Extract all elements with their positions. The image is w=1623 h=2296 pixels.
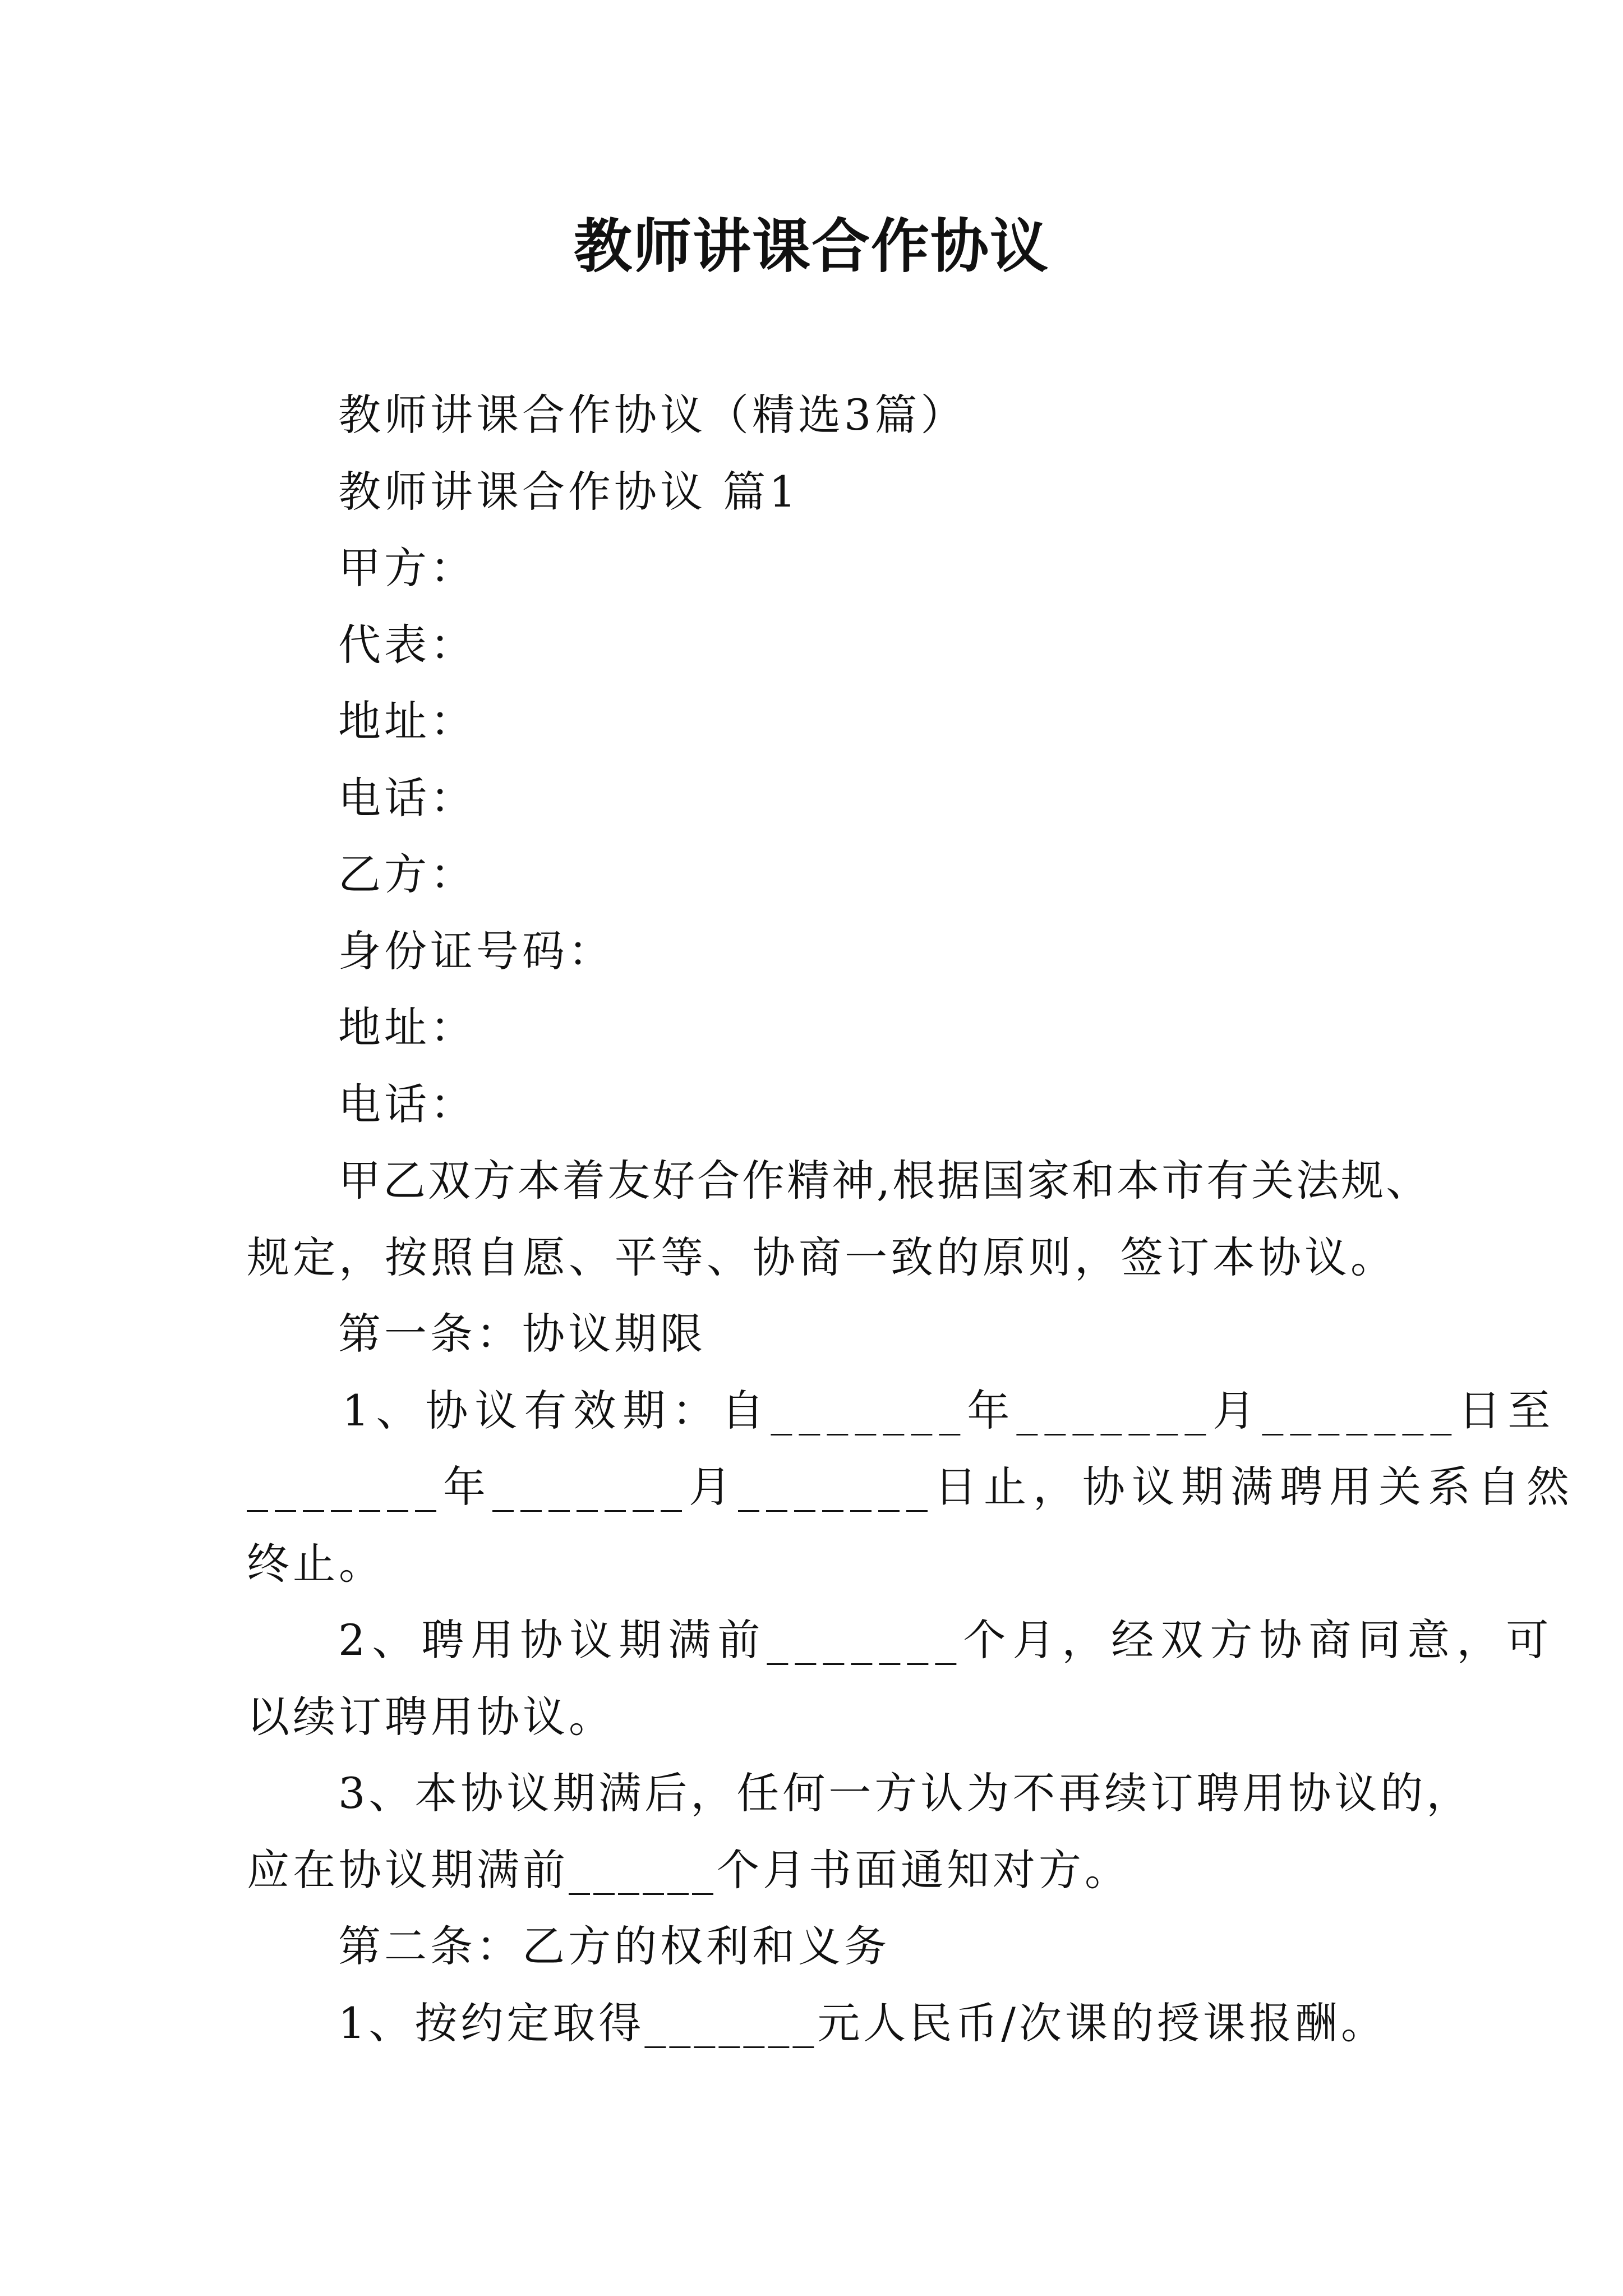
party-a-address-label: 地址： bbox=[338, 696, 476, 746]
article-2-clause-1: 1、按约定取得_______元人民币/次课的授课报酬。 bbox=[338, 1998, 1387, 2048]
document-title: 教师讲课合作协议 bbox=[573, 211, 1049, 280]
preamble-line-1: 甲乙双方本着友好合作精神,根据国家和本市有关法规、 bbox=[338, 1156, 1431, 1205]
article-1-clause-3-line-2: 应在协议期满前______个月书面通知对方。 bbox=[247, 1845, 1131, 1895]
article-1-clause-3-line-1: 3、本协议期满后，任何一方认为不再续订聘用协议的， bbox=[338, 1768, 1473, 1818]
party-a-phone-label: 电话： bbox=[338, 773, 476, 823]
article-1-clause-1-line-2: _______年_______月_______日止，协议期满聘用关系自然 bbox=[247, 1462, 1576, 1512]
article-1-clause-2-line-1: 2、聘用协议期满前_______个月，经双方协商同意，可 bbox=[338, 1615, 1556, 1665]
preamble-line-2: 规定，按照自愿、平等、协商一致的原则，签订本协议。 bbox=[247, 1232, 1396, 1282]
representative-label: 代表： bbox=[338, 620, 476, 670]
article-1-clause-2-line-2: 以续订聘用协议。 bbox=[247, 1692, 615, 1742]
section-heading: 教师讲课合作协议 篇1 bbox=[338, 467, 800, 517]
article-1-clause-1-line-1: 1、协议有效期：自_______年_______月_______日至 bbox=[342, 1386, 1557, 1435]
subtitle-line: 教师讲课合作协议（精选3篇） bbox=[338, 390, 967, 440]
party-b-address-label: 地址： bbox=[338, 1002, 476, 1052]
article-2-heading: 第二条：乙方的权利和义务 bbox=[338, 1921, 890, 1971]
article-1-clause-1-line-3: 终止。 bbox=[247, 1539, 385, 1589]
party-a-label: 甲方： bbox=[338, 543, 476, 593]
party-b-label: 乙方： bbox=[338, 849, 476, 899]
article-1-heading: 第一条：协议期限 bbox=[338, 1309, 706, 1359]
party-b-phone-label: 电话： bbox=[338, 1079, 476, 1129]
id-number-label: 身份证号码： bbox=[338, 926, 614, 976]
